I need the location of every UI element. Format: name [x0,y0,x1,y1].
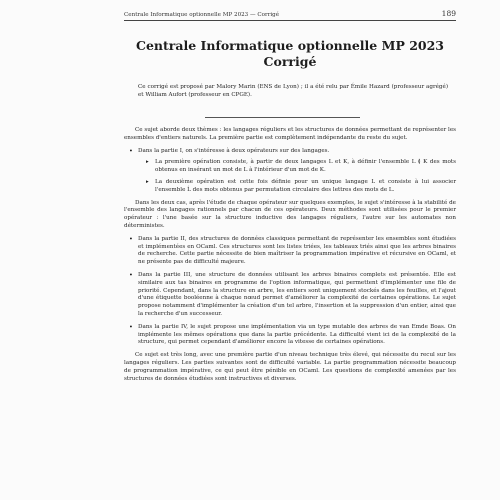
part-1-follow-paragraph: Dans les deux cas, après l'étude de chaque opérateur sur quelques exemples, le sujet s'intéresse à la stabilité de l'ensemble des langages rationnels par chacun de ces opérateurs. Deux méthodes sont utilisées pour le premier opérateur : l'une basée sur la structure inductive des langages réguliers, l'autre sur les automates non déterministes. [124,199,456,229]
title-block [124,38,456,70]
running-header [124,9,456,21]
separator-rule [205,117,360,118]
document-title: Centrale Informatique optionnelle MP 2023 [136,38,444,53]
operation-1-item: ▸ La première opération consiste, à partir de deux langages L et K, à définir l'ensemble L ≬ K des mots obtenus en insérant un mot de L à l'intérieur d'un mot de K. [155,159,456,175]
part-2-item: • Dans la partie II, des structures de données classiques permettant de représenter les ensembles sont étudiées et implémentées en OCaml. Ces structures sont les listes triées, les tableaux triés ainsi que les arbres binaires de recherche. Cette partie nécessite de bien maîtriser la programmation impérative et récursive en OCaml, et ne présente pas de difficulté majeure. [138,236,456,267]
conclusion-paragraph: Ce sujet est très long, avec une première partie d'un niveau technique très élevé, qui nécessite du recul sur les langages réguliers. Les parties suivantes sont de difficulté variable. La partie programmation nécessite beaucoup de programmation impérative, ce qui peut être pénible en OCaml. Les questions de complexité amenées par les structures de données étudiées sont instructives et diverses. [124,352,456,382]
parts-list-continued [124,236,456,347]
parts-list [124,148,456,195]
part-1-lead: Dans la partie I, on s'intéresse à deux opérateurs sur des langages. [138,147,330,154]
part-1-item [138,148,456,195]
credits-paragraph: Ce corrigé est proposé par Malory Marin (ENS de Lyon) ; il a été relu par Émile Hazard (professeur agrégé) et William Aufort (professeur en CPGE). [138,84,448,98]
part-4-item: • Dans la partie IV, le sujet propose une implémentation via un type mutable des arbres de van Emde Boas. On implémente les mêmes opérations que dans la partie précédente. La difficulté vient ici de la complexité de la structure, qui permet cependant d'améliorer encore la vitesse de certaines opérations. [138,324,456,347]
running-title: Centrale Informatique optionnelle MP 2023 — Corrigé [124,12,280,18]
intro-paragraph: Ce sujet aborde deux thèmes : les langages réguliers et les structures de données permettant de représenter les ensembles d'entiers naturels. La première partie est complètement indépendante du reste du sujet. [124,127,456,141]
operation-2-item: ▸ La deuxième opération est cette fois définie pour un unique langage L et consiste à lui associer l'ensemble Ĺ des mots obtenus par permutation circulaire des lettres des mots de L. [155,179,456,195]
document-subtitle: Corrigé [263,54,317,69]
body-text [124,127,456,388]
page-number: 189 [441,9,456,18]
operations-list [138,159,456,194]
part-3-item: • Dans la partie III, une structure de données utilisant les arbres binaires complets est présentée. Elle est similaire aux tas binaires en programme de l'option informatique, qui permettent d'implémenter une file de priorité. Cependant, dans la structure en arbre, les entiers sont uniquement stockés dans les feuilles, et l'ajout d'une étiquette booléenne à chaque nœud permet d'améliorer la complexité de certaines opérations. Le sujet propose notamment d'implémenter la création d'un tel arbre, l'insertion et la suppression d'un entier, ainsi que la recherche d'un successeur. [138,272,456,319]
